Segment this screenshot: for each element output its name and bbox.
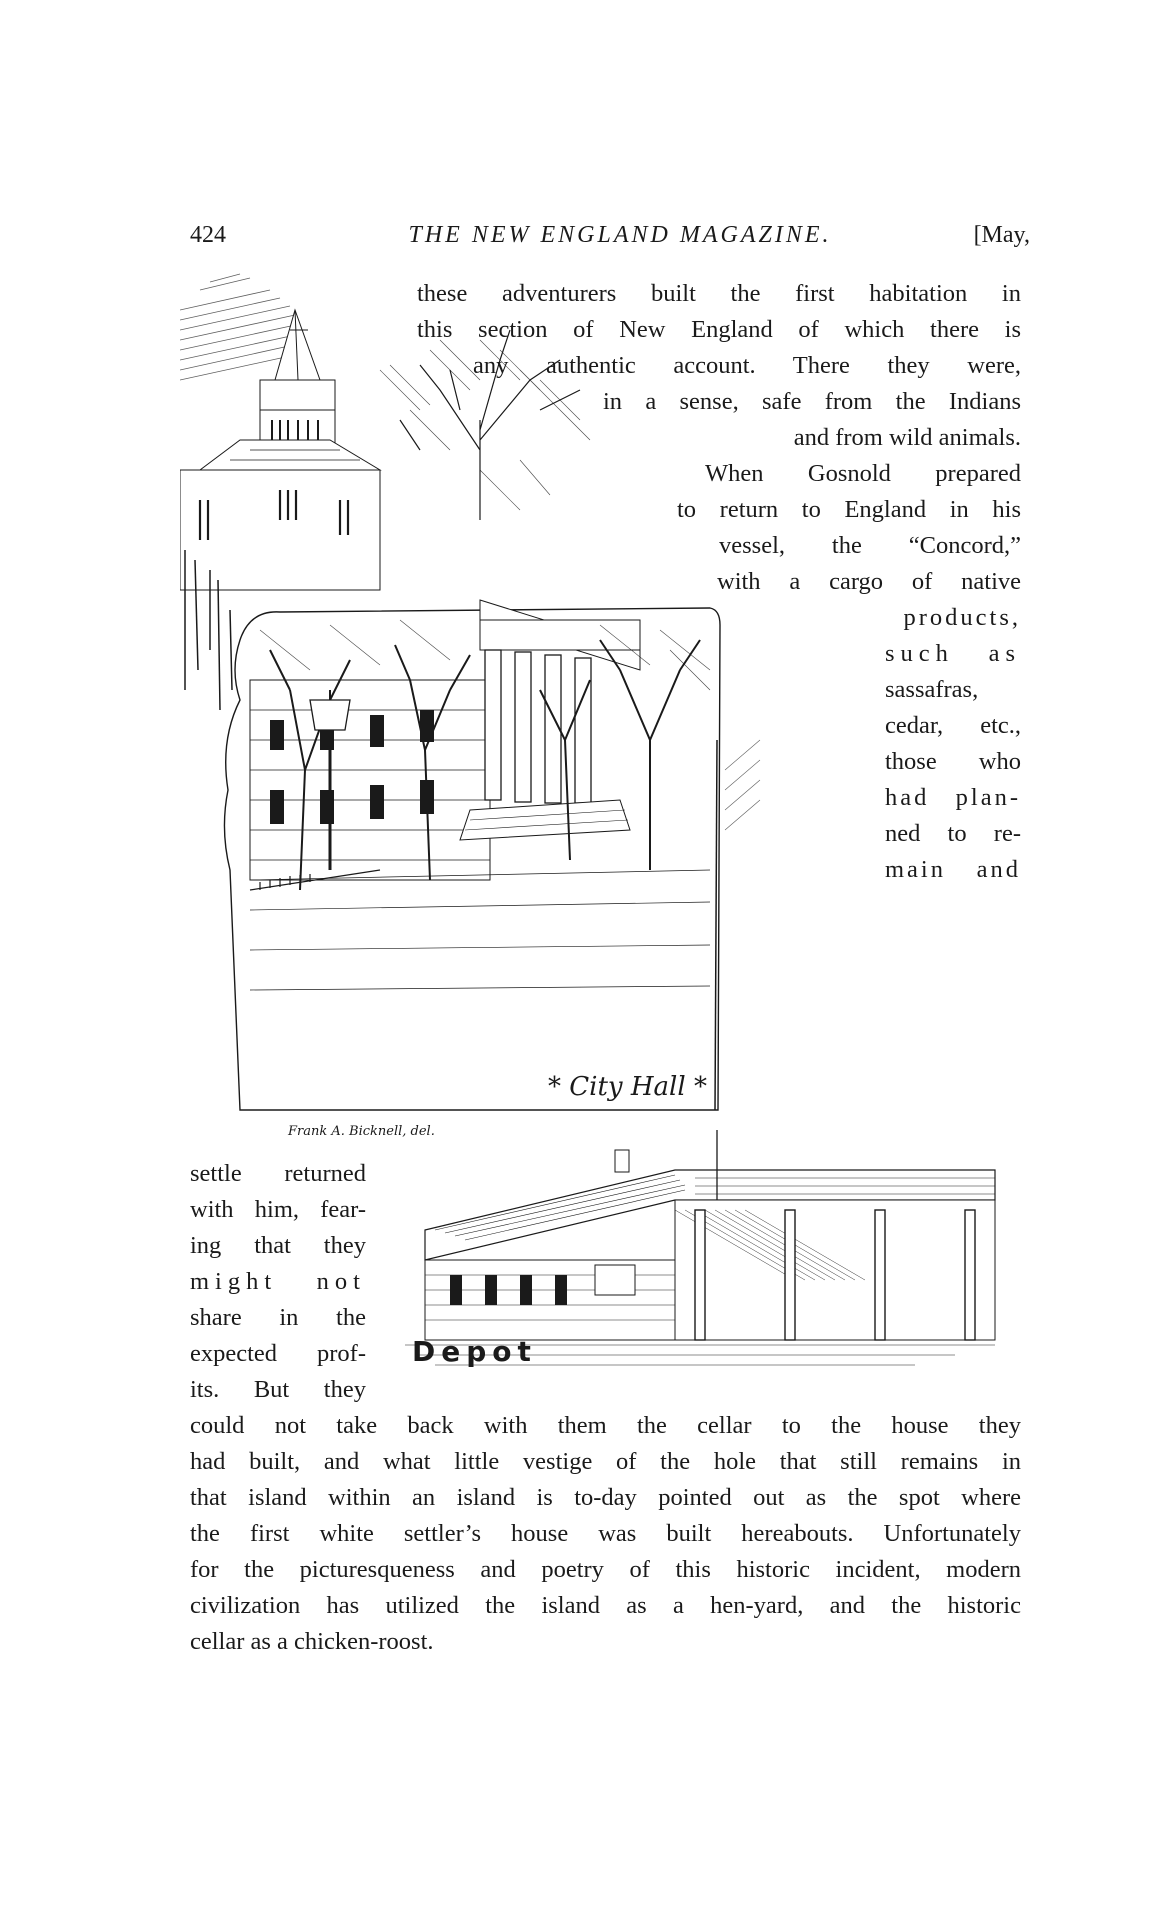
- text-line: might not: [190, 1268, 366, 1295]
- text-line: had built, and what little vestige of the hole that still remains in: [190, 1448, 1021, 1475]
- running-header: [190, 222, 1030, 262]
- text-line: share in the: [190, 1304, 366, 1331]
- text-line: ned to re-: [885, 820, 1021, 847]
- text-line: had plan-: [885, 784, 1021, 811]
- text-line: expected prof-: [190, 1340, 366, 1367]
- text-line: in a sense, safe from the Indians: [603, 388, 1021, 415]
- artist-signature: Frank A. Bicknell, del.: [288, 1124, 435, 1139]
- text-line: any authentic account. There they were,: [473, 352, 1021, 379]
- magazine-title: THE NEW ENGLAND MAGAZINE.: [408, 222, 832, 248]
- text-line: with him, fear-: [190, 1196, 366, 1223]
- text-line: civilization has utilized the island as a hen-yard, and the historic: [190, 1592, 1021, 1619]
- text-line: that island within an island is to-day pointed out as the spot where: [190, 1484, 1021, 1511]
- text-line: such as: [885, 640, 1021, 667]
- text-line: its. But they: [190, 1376, 366, 1403]
- text-line: those who: [885, 748, 1021, 775]
- text-line: When Gosnold prepared: [705, 460, 1021, 487]
- text-line: main and: [885, 856, 1021, 883]
- text-line: settle returned: [190, 1160, 366, 1187]
- text-line: products,: [903, 604, 1021, 631]
- text-line: for the picturesqueness and poetry of this historic incident, modern: [190, 1556, 1021, 1583]
- text-line: ing that they: [190, 1232, 366, 1259]
- text-line: cedar, etc.,: [885, 712, 1021, 739]
- text-line: these adventurers built the first habitation in: [417, 280, 1021, 307]
- text-line: this section of New England of which there is: [417, 316, 1021, 343]
- text-line: could not take back with them the cellar to the house they: [190, 1412, 1021, 1439]
- depot-caption: Depot: [412, 1335, 537, 1368]
- text-line: the first white settler’s house was built hereabouts. Unfortunately: [190, 1520, 1021, 1547]
- city-hall-caption: * City Hall *: [548, 1072, 707, 1102]
- page-number: 424: [190, 222, 226, 248]
- text-line: to return to England in his: [677, 496, 1021, 523]
- text-line: sassafras,: [885, 676, 979, 703]
- text-line: with a cargo of native: [717, 568, 1021, 595]
- issue-month: [May,: [973, 222, 1030, 248]
- text-line: vessel, the “Concord,”: [719, 532, 1021, 559]
- text-line: and from wild animals.: [793, 424, 1021, 451]
- text-line: cellar as a chicken-roost.: [190, 1628, 434, 1655]
